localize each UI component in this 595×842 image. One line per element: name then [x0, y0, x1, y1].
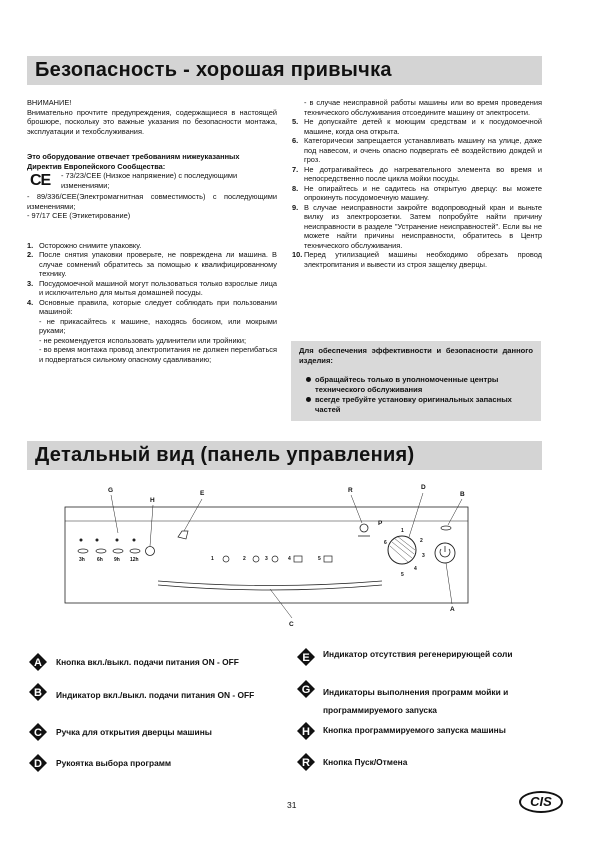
list-item: 5. Не допускайте детей к моющим средствам и к посудомоечной машине, когда она открыта.: [292, 117, 542, 136]
list-item: 1. Осторожно снимите упаковку.: [27, 240, 142, 250]
knob-number: 4: [414, 566, 417, 572]
phase-icon: [116, 539, 119, 542]
program-number: 2: [243, 556, 246, 562]
badge-h-icon: [297, 722, 315, 740]
svg-text:C: C: [34, 727, 42, 739]
legend-c: Ручка для открытия дверцы машины: [56, 727, 212, 737]
list-item: 6. Категорически запрещается устанавливать машину на улице, даже под навесом, и очень опасно подвергать её воздействию дождей и гроз.: [292, 136, 542, 164]
phase-icon: [80, 539, 83, 542]
legend-b: Индикатор вкл./выкл. подачи питания ON - OFF: [56, 690, 255, 700]
info-bullet: обращайтесь только в уполномоченные центры технического обслуживания: [299, 375, 533, 395]
svg-text:D: D: [34, 758, 42, 770]
list-item: 9. В случае неисправности закройте водопроводный кран и выньте вилку из электророзетки. Затем попробуйте найти причину неисправности в разделе "Устранение неисправностей". Если вы не можете найти причины неисправности, обратитесь в Центр технического обслуживания.: [292, 202, 542, 250]
list-item: 10. Перед утилизацией машины необходимо обрезать провод электропитания и вывести из строя защелку дверцы.: [292, 250, 542, 269]
power-led: [441, 526, 451, 530]
knob-number: 2: [420, 538, 423, 544]
svg-text:A: A: [34, 657, 42, 669]
attention-heading: ВНИМАНИЕ!: [27, 98, 72, 107]
knob-number: 6: [384, 540, 387, 546]
phase-icon: [133, 539, 136, 542]
delay-led: [78, 549, 88, 553]
legend-g: Индикаторы выполнения программ мойки и программируемого запуска: [323, 687, 509, 715]
svg-text:G: G: [301, 684, 311, 696]
label-h: H: [150, 497, 155, 504]
directive-1: - 73/23/CEE (Низкое напряжение) с последующими изменениями;: [61, 171, 238, 190]
program-number: 1: [211, 556, 214, 562]
delay-led: [96, 549, 106, 553]
legend-a: Кнопка вкл./выкл. подачи питания ON - OFF: [56, 657, 239, 667]
svg-text:E: E: [302, 652, 310, 664]
continued-text: - в случае неисправной работы машины или во время проведения технического обслуживания отсоедините машину от электросети.: [304, 98, 542, 117]
section-title-control-panel: Детальный вид (панель управления): [27, 441, 542, 470]
list-item: 8. Не опирайтесь и не садитесь на открытую дверцу: вы можете опрокинуть посудомоечную машину.: [292, 183, 542, 202]
list-item: 3. Посудомоечной машиной могут пользоваться только взрослые лица и исключительно для мытья домашней посуды.: [27, 278, 277, 297]
delay-led: [113, 549, 123, 553]
salt-indicator-icon: [178, 531, 188, 539]
badge-a-icon: [29, 653, 47, 671]
cis-logo: CIS: [519, 791, 563, 813]
start-cancel-button: [360, 524, 368, 532]
sub-item: - не прикасайтесь к машине, находясь босиком, или мокрыми руками;: [39, 316, 277, 335]
svg-text:B: B: [34, 687, 42, 699]
program-icon: [223, 556, 229, 562]
section-title-safety: Безопасность - хорошая привычка: [27, 56, 542, 85]
label-c: C: [289, 621, 294, 628]
page-number: 31: [287, 800, 297, 810]
svg-text:H: H: [302, 726, 310, 738]
program-icon: [272, 556, 278, 562]
directive-intro: Это оборудование отвечает требованиям нижеуказанных Директив Европейского Сообщества:: [27, 152, 240, 171]
program-icon: [253, 556, 259, 562]
knob-number: 3: [422, 553, 425, 559]
label-p: P: [378, 520, 383, 527]
legend-r: Кнопка Пуск/Отмена: [323, 757, 408, 767]
legend-d: Рукоятка выбора программ: [56, 758, 172, 768]
program-number: 4: [288, 556, 291, 562]
program-number: 5: [318, 556, 321, 562]
program-number: 3: [265, 556, 268, 562]
knob-number: 5: [401, 572, 404, 578]
delay-label: 12h: [130, 557, 139, 563]
attention-text: Внимательно прочтите предупреждения, содержащиеся в настоящей брошюре, поскольку это важные указания по безопасности монтажа, эксплуатации и техобслуживания.: [27, 107, 277, 136]
label-d: D: [421, 484, 426, 491]
svg-text:R: R: [302, 757, 310, 769]
program-icons: [223, 556, 332, 562]
sub-item: - во время монтажа провод электропитания не должен перегибаться и подвергаться сильному опасному сдавливанию;: [39, 345, 277, 364]
sub-item: - не рекомендуется использовать удлинители или тройники;: [39, 335, 247, 345]
legend-e: Индикатор отсутствия регенерирующей соли: [323, 649, 513, 659]
delay-label: 3h: [79, 557, 85, 563]
list-item: 2. После снятия упаковки проверьте, не повреждена ли машина. В случае сомнений обратитесь за помощью к квалифицированному технику.: [27, 250, 277, 278]
badge-e-icon: [297, 648, 315, 666]
delay-label: 6h: [97, 557, 103, 563]
directive-2: - 89/336/CEE(Электромагнитная совместимость) с последующими изменениями;: [27, 192, 277, 211]
delay-led: [130, 549, 140, 553]
badge-d-icon: [29, 754, 47, 772]
legend-h: Кнопка программируемого запуска машины: [323, 725, 506, 735]
list-item: 7. Не дотрагивайтесь до нагревательного элемента во время и непосредственно после цикла мойки посуды.: [292, 164, 542, 183]
label-r: R: [348, 487, 353, 494]
phase-icons: [80, 539, 136, 542]
badge-g-icon: [297, 680, 315, 698]
delay-start-button: [146, 547, 155, 556]
program-icon: [324, 556, 332, 562]
list-item: 4. Основные правила, которые следует соблюдать при пользовании машиной:: [27, 297, 277, 316]
program-indicators: [78, 549, 140, 553]
badge-r-icon: [297, 753, 315, 771]
knob-number: 1: [401, 528, 404, 534]
delay-label: 9h: [114, 557, 120, 563]
program-icon: [294, 556, 302, 562]
directive-3: - 97/17 CEE (Этикетирование): [27, 211, 131, 220]
label-e: E: [200, 490, 205, 497]
info-box-title: Для обеспечения эффективности и безопасности данного изделия:: [299, 346, 533, 365]
label-a: A: [450, 606, 455, 613]
door-handle: [158, 581, 382, 586]
phase-icon: [96, 539, 99, 542]
label-b: B: [460, 491, 465, 498]
ce-mark-logo: CE: [30, 172, 51, 189]
info-bullet: всегде требуйте установку оригинальных запасных частей: [299, 395, 533, 415]
badge-c-icon: [29, 723, 47, 741]
label-g: G: [108, 487, 114, 494]
